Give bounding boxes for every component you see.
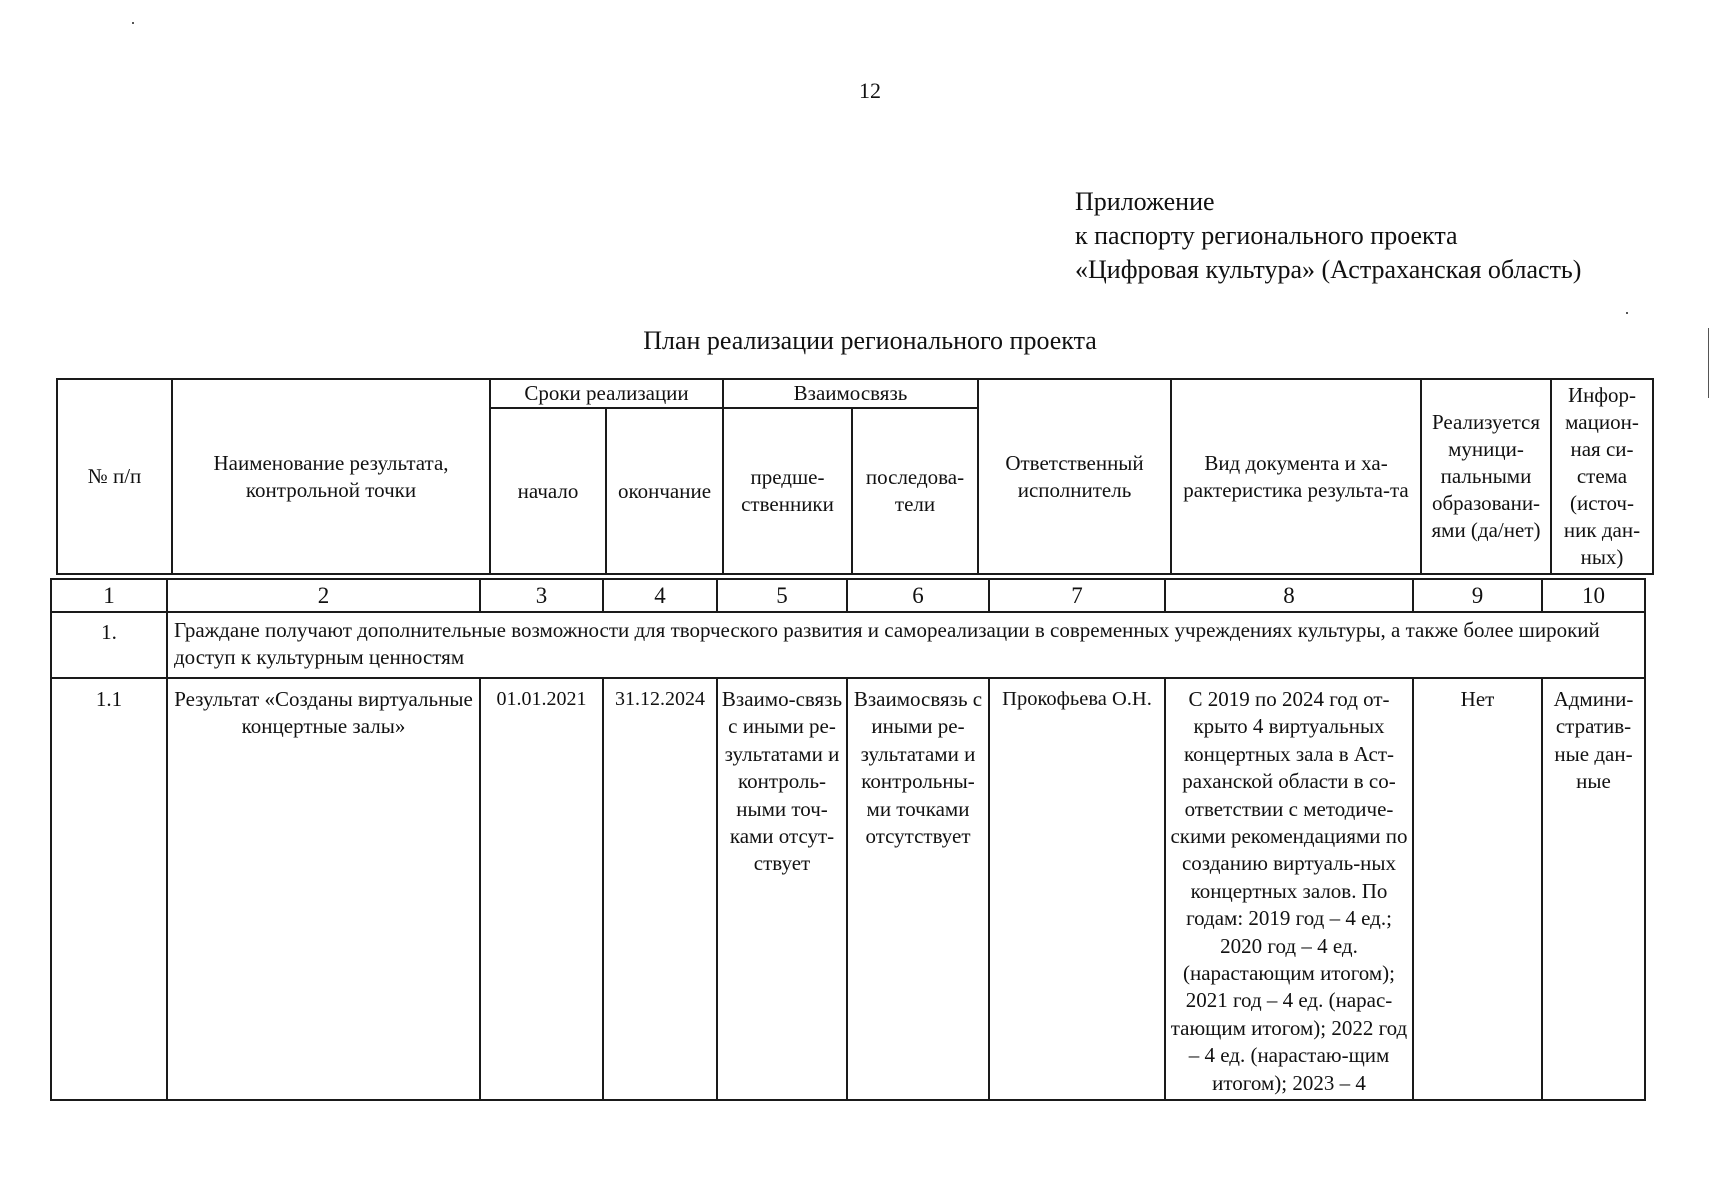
end-date: 31.12.2024 [603, 678, 717, 1100]
responsible-cell: Прокофьева О.Н. [989, 678, 1165, 1100]
column-number: 4 [603, 579, 717, 612]
column-number: 9 [1413, 579, 1542, 612]
scan-edge-mark [1708, 328, 1709, 398]
goal-text: Граждане получают дополнительные возможности для творческого развития и самореализации в современных учреждениях культуры, а также более широкий доступ к культурным ценностям [167, 612, 1645, 678]
start-date: 01.01.2021 [480, 678, 603, 1100]
municipal-cell: Нет [1413, 678, 1542, 1100]
header-responsible: Ответственный исполнитель [978, 379, 1171, 574]
header-terms-group: Сроки реализации [490, 379, 723, 408]
successors-cell: Взаимосвязь с иными ре-зультатами и контрольны-ми точками отсутствует [847, 678, 989, 1100]
appendix-heading [1075, 185, 1581, 287]
plan-table-header [56, 378, 1654, 575]
result-name: Результат «Созданы виртуальные концертные залы» [167, 678, 480, 1100]
plan-table-body [50, 578, 1646, 1101]
column-number: 7 [989, 579, 1165, 612]
appendix-line-3: «Цифровая культура» (Астраханская область) [1075, 255, 1582, 284]
plan-title: План реализации регионального проекта [643, 326, 1097, 355]
column-number: 6 [847, 579, 989, 612]
row-number: 1.1 [51, 678, 167, 1100]
header-name: Наименование результата, контрольной точки [172, 379, 490, 574]
appendix-line-2: к паспорту регионального проекта [1075, 221, 1458, 250]
header-doc-type: Вид документа и ха-рактеристика результа-та [1171, 379, 1421, 574]
goal-number: 1. [51, 612, 167, 678]
header-info-system: Инфор-мацион-ная си-стема (источ-ник дан-ных) [1551, 379, 1653, 574]
header-end: окончание [606, 408, 723, 574]
column-number: 8 [1165, 579, 1413, 612]
header-municipal: Реализуется муници-пальными образовани-ями (да/нет) [1421, 379, 1551, 574]
scan-speck [1626, 312, 1628, 314]
predecessors-cell: Взаимо-связь с иными ре-зультатами и контроль-ными точ-ками отсут-ствует [717, 678, 847, 1100]
header-link-group: Взаимосвязь [723, 379, 978, 408]
table-row [51, 678, 1645, 1100]
goal-row [51, 612, 1645, 678]
column-numbers-row [51, 579, 1645, 612]
page-number: 12 [859, 78, 881, 103]
header-num: № п/п [57, 379, 172, 574]
header-start: начало [490, 408, 606, 574]
document-cell: С 2019 по 2024 год от-крыто 4 виртуальных концертных зала в Аст-раханской области в со-ответствии с методиче-скими рекомендациями по созданию виртуаль-ных концертных залов. По годам: 2019 год – 4 ед.; 2020 год – 4 ед. (нарастающим итогом); 2021 год – 4 ед. (нарас-тающим итогом); 2022 год – 4 ед. (нарастаю-щим итогом); 2023 – 4 [1165, 678, 1413, 1100]
scan-speck [132, 22, 134, 24]
header-predecessors: предше-ственники [723, 408, 852, 574]
info-system-cell: Админи-стратив-ные дан-ные [1542, 678, 1645, 1100]
column-number: 5 [717, 579, 847, 612]
appendix-line-1: Приложение [1075, 187, 1215, 216]
column-number: 2 [167, 579, 480, 612]
column-number: 10 [1542, 579, 1645, 612]
column-number: 3 [480, 579, 603, 612]
header-successors: последова-тели [852, 408, 978, 574]
column-number: 1 [51, 579, 167, 612]
